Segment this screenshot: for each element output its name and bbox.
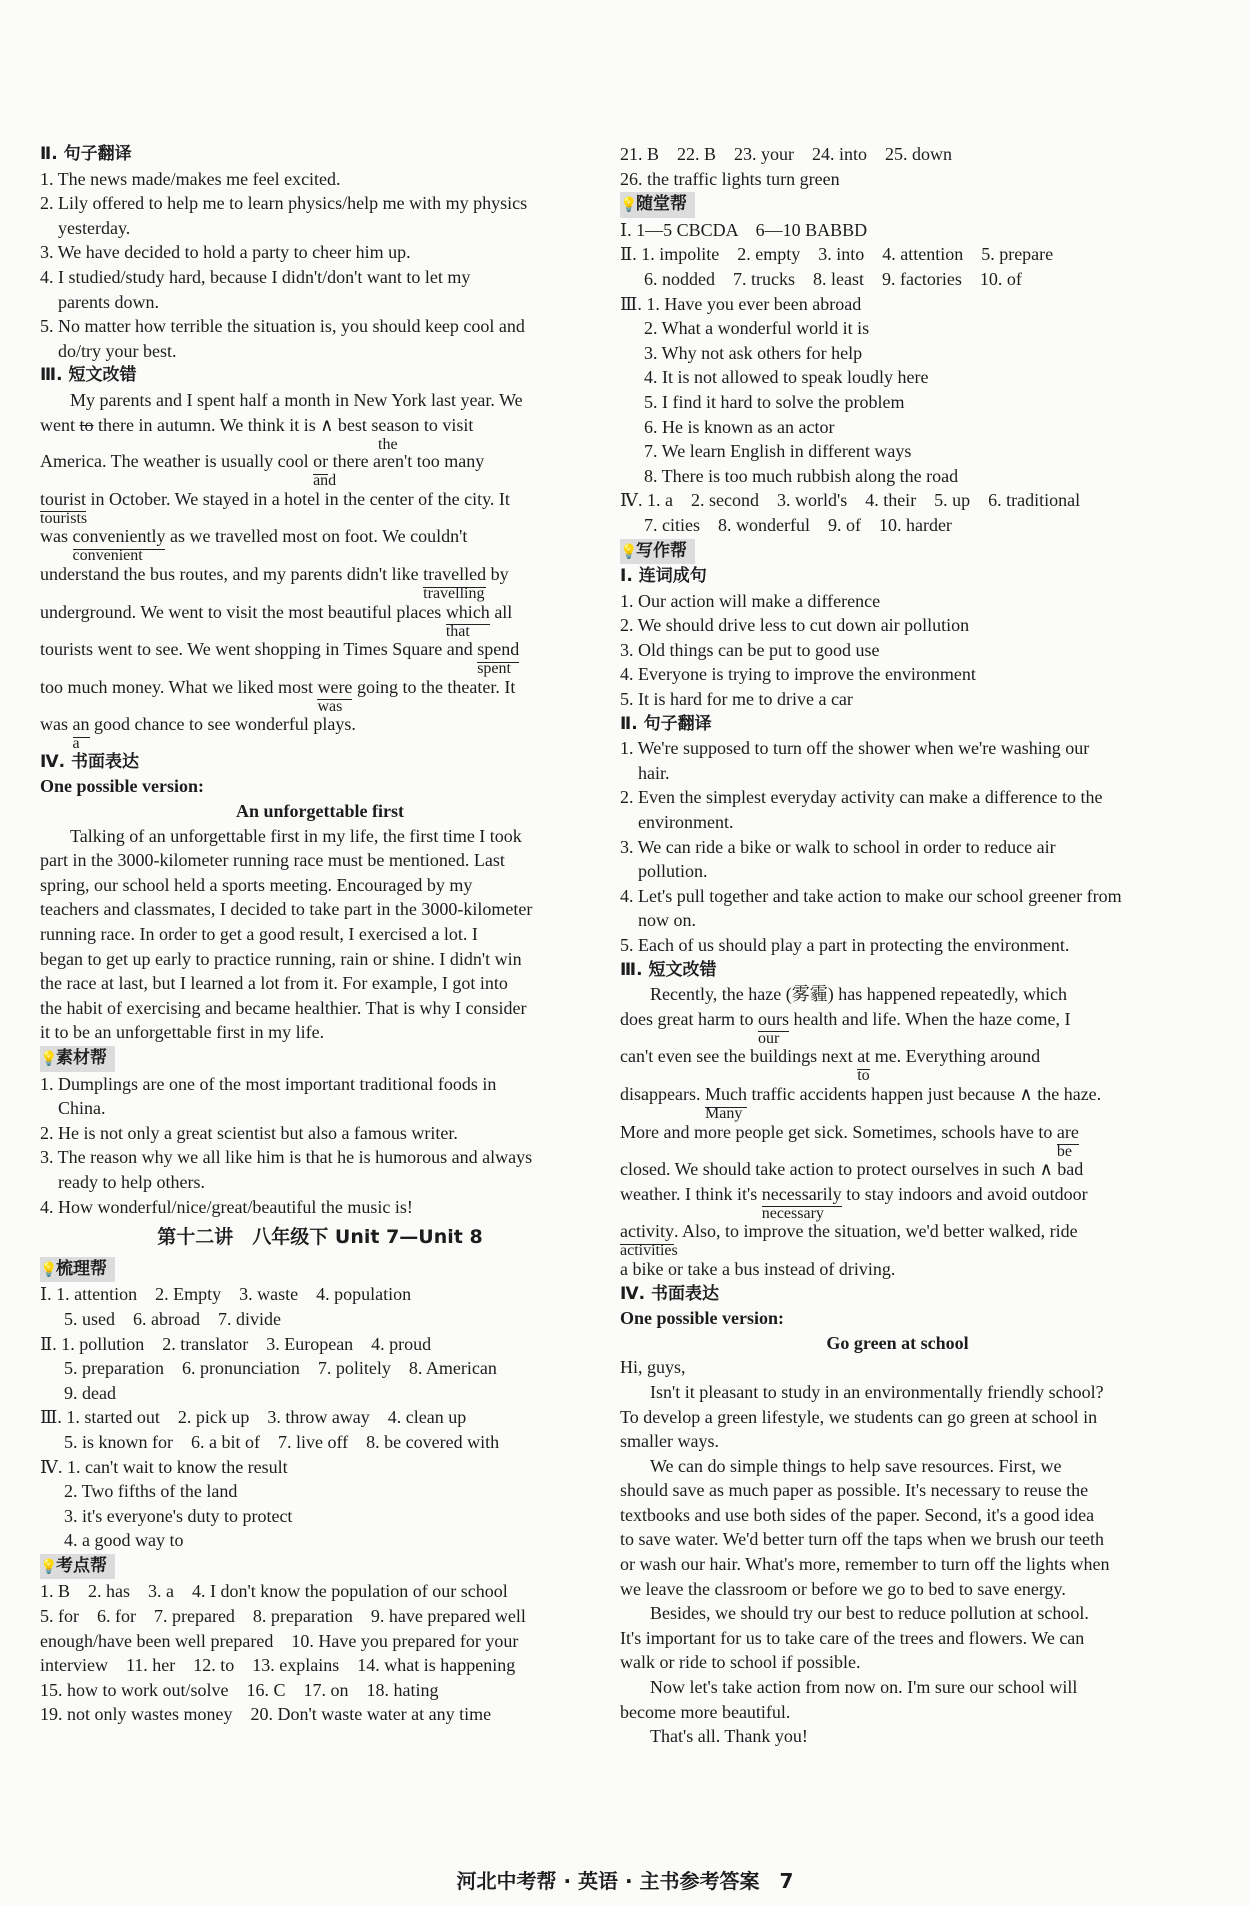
wrong-word xyxy=(313,449,337,490)
line: 4. Everyone is trying to improve the environment xyxy=(620,664,976,685)
line: It's important for us to take care of the trees and flowers. We can xyxy=(620,1627,1085,1648)
line: 5. is known for 6. a bit of 7. live off 8. be covered with xyxy=(64,1431,500,1452)
line: 2. Even the simplest everyday activity can make a difference to the xyxy=(620,787,1103,808)
line: Ⅱ. 1. pollution 2. translator 3. European 4. proud xyxy=(40,1333,432,1354)
translation-list xyxy=(620,736,1175,957)
line: 3. The reason why we all like him is that he is humorous and always xyxy=(40,1147,533,1168)
correction: that xyxy=(445,622,470,640)
line: 3. We can ride a bike or walk to school in order to reduce air xyxy=(620,836,1056,857)
line: Isn't it pleasant to study in an environmentally friendly school? xyxy=(650,1381,1104,1402)
line: 5. preparation 6. pronunciation 7. politely 8. American xyxy=(64,1358,497,1379)
wrong-text: at xyxy=(857,1046,871,1067)
line: 6. He is known as an actor xyxy=(644,416,835,437)
essay-title: Go green at school xyxy=(826,1332,969,1353)
line: Ⅲ. 1. Have you ever been abroad xyxy=(620,293,862,314)
line: hair. xyxy=(638,762,670,783)
wrong-text: ours xyxy=(757,1008,789,1029)
line xyxy=(40,449,600,490)
text: does great harm to xyxy=(620,1008,758,1029)
text: there aren't too many xyxy=(328,451,485,472)
line xyxy=(40,562,600,602)
bar-label: 考点帮 xyxy=(56,1555,107,1576)
line xyxy=(620,1007,1175,1047)
text: disappears. xyxy=(620,1083,705,1104)
line: ready to help others. xyxy=(58,1171,205,1192)
line: 19. not only wastes money 20. Don't waste water at any time xyxy=(40,1704,492,1725)
line: 2. Two fifths of the land xyxy=(64,1481,238,1502)
sentence-list xyxy=(620,589,1175,712)
line xyxy=(40,637,600,678)
lightbulb-icon: 💡 xyxy=(40,1051,58,1067)
line xyxy=(40,388,600,413)
line: 4. a good way to xyxy=(64,1530,184,1551)
deleted-word: to xyxy=(79,414,94,435)
line: yesterday. xyxy=(58,217,131,238)
line xyxy=(620,1257,1175,1282)
line: Besides, we should try our best to reduce pollution at school. xyxy=(650,1603,1089,1624)
line xyxy=(40,600,600,640)
text: was xyxy=(40,714,73,735)
correction: tourists xyxy=(40,509,88,527)
line: 21. B 22. B 23. your 24. into 25. down xyxy=(620,144,953,164)
right-column xyxy=(620,142,1175,1749)
wrong-text: activity xyxy=(620,1221,674,1242)
classroom-list xyxy=(620,218,1175,538)
line: 1. The news made/makes me feel excited. xyxy=(40,168,341,189)
line xyxy=(620,982,1175,1007)
line: 6. nodded 7. trucks 8. least 9. factories 10. of xyxy=(644,268,1022,289)
line: 4. It is not allowed to speak loudly here xyxy=(644,367,929,388)
section-title: Ⅲ. 短文改错 xyxy=(620,959,717,980)
line: China. xyxy=(58,1098,106,1119)
line: should save as much paper as possible. It's necessary to reuse the xyxy=(620,1480,1089,1501)
line: 3. We have decided to hold a party to cheer him up. xyxy=(40,242,411,263)
line: walk or ride to school if possible. xyxy=(620,1652,861,1673)
section-title: Ⅰ. 连词成句 xyxy=(620,566,707,587)
review-list xyxy=(40,1282,600,1553)
wrong-text: or xyxy=(313,451,329,472)
version-label: One possible version: xyxy=(620,1308,785,1329)
section-title: Ⅳ. 书面表达 xyxy=(620,1283,720,1304)
line: it to be an unforgettable first in my life. xyxy=(40,1022,325,1043)
line: textbooks and use both sides of the paper. Second, it's a good idea xyxy=(620,1504,1095,1525)
wrong-text: which xyxy=(445,601,490,622)
line: pollution. xyxy=(638,861,708,882)
text: going to the theater. It xyxy=(352,676,516,697)
bar-label: 梳理帮 xyxy=(56,1258,107,1279)
line: 8. There is too much rubbish along the road xyxy=(644,465,959,486)
line: Ⅳ. 1. a 2. second 3. world's 4. their 5. up 6. traditional xyxy=(620,490,1081,511)
line: 1. Our action will make a difference xyxy=(620,590,881,611)
wrong-word xyxy=(72,524,166,565)
line: we leave the classroom or before we go to bed to save energy. xyxy=(620,1578,1066,1599)
wrong-text: necessarily xyxy=(761,1183,842,1204)
line xyxy=(620,1082,1175,1122)
wrong-word xyxy=(40,487,88,527)
essay xyxy=(40,824,600,1045)
key-points-list xyxy=(40,1579,600,1727)
line: 1. We're supposed to turn off the shower when we're washing our xyxy=(620,738,1090,759)
line: to save water. We'd better turn off the taps when we brush our teeth xyxy=(620,1529,1104,1550)
line: Ⅳ. 1. can't wait to know the result xyxy=(40,1456,288,1477)
line: To develop a green lifestyle, we students can go green at school in xyxy=(620,1406,1098,1427)
wrong-word xyxy=(761,1182,842,1222)
material-list xyxy=(40,1072,600,1220)
text: there in autumn. We think it is ∧ best season to visit xyxy=(93,414,474,435)
bar-label: 写作帮 xyxy=(636,540,687,561)
line: 2. We should drive less to cut down air pollution xyxy=(620,615,970,636)
correction: our xyxy=(757,1029,780,1047)
line: Ⅱ. 1. impolite 2. empty 3. into 4. attention 5. prepare xyxy=(620,244,1054,265)
wrong-word xyxy=(445,600,490,640)
line: part in the 3000-kilometer running race must be mentioned. Last xyxy=(40,850,505,871)
line: Ⅰ. 1. attention 2. Empty 3. waste 4. population xyxy=(40,1284,412,1305)
line: 1. B 2. has 3. a 4. I don't know the population of our school xyxy=(40,1581,508,1602)
line: began to get up early to practice running, rain or shine. I didn't win xyxy=(40,948,522,969)
text: America. The weather is usually cool xyxy=(40,451,314,472)
line xyxy=(40,675,600,715)
wrong-word xyxy=(620,1219,678,1260)
line: spring, our school held a sports meeting. Encouraged by my xyxy=(40,874,473,895)
line: That's all. Thank you! xyxy=(650,1726,808,1747)
error-correction-passage xyxy=(40,388,600,753)
text: weather. I think it's xyxy=(620,1183,762,1204)
insert-caret: the xyxy=(378,435,398,453)
section-bar xyxy=(40,1257,115,1283)
line: 7. cities 8. wonderful 9. of 10. harder xyxy=(644,514,952,535)
line: 26. the traffic lights turn green xyxy=(620,168,840,189)
line: running race. In order to get a good result, I exercised a lot. I xyxy=(40,924,478,945)
wrong-text: Much xyxy=(704,1083,747,1104)
version-label: One possible version: xyxy=(40,776,205,797)
section-bar xyxy=(620,192,695,218)
line: teachers and classmates, I decided to take part in the 3000-kilometer xyxy=(40,899,533,920)
text: by xyxy=(486,563,509,584)
wrong-text: conveniently xyxy=(72,526,166,547)
correction: Many xyxy=(704,1104,743,1122)
wrong-text: travelled xyxy=(423,563,487,584)
line: 5. It is hard for me to drive a car xyxy=(620,689,853,710)
text: closed. We should take action to protect ourselves in such ∧ bad xyxy=(620,1159,1084,1180)
line: 5. Each of us should play a part in protecting the environment. xyxy=(620,935,1070,955)
wrong-word xyxy=(477,637,520,678)
line: 4. Let's pull together and take action to make our school greener from xyxy=(620,885,1122,906)
section-bar xyxy=(620,539,695,565)
correction: to xyxy=(857,1067,870,1085)
wrong-text: were xyxy=(317,676,353,697)
line: the habit of exercising and became healthier. That is why I consider xyxy=(40,997,527,1018)
line: 5. No matter how terrible the situation is, you should keep cool and xyxy=(40,316,525,337)
text: all xyxy=(489,601,513,622)
line xyxy=(620,1120,1175,1160)
line: now on. xyxy=(638,910,696,931)
text: health and life. When the haze come, I xyxy=(788,1008,1071,1029)
wrong-word xyxy=(72,712,90,753)
correction: convenient xyxy=(72,547,143,565)
section-title: Ⅲ. 短文改错 xyxy=(40,365,137,386)
line xyxy=(620,1219,1175,1260)
wrong-text: tourist xyxy=(40,488,87,509)
text: underground. We went to visit the most beautiful places xyxy=(40,601,446,622)
text: went xyxy=(40,414,80,435)
section-bar xyxy=(40,1554,115,1580)
text: Recently, the haze (雾霾) has happened repeatedly, which xyxy=(650,984,1067,1005)
correction: a xyxy=(72,735,80,753)
bar-label: 随堂帮 xyxy=(636,194,687,215)
text: can't even see the buildings next xyxy=(620,1046,858,1067)
text: More and more people get sick. Sometimes, schools have to xyxy=(620,1121,1057,1142)
essay xyxy=(620,1355,1175,1749)
line: or wash our hair. What's more, remember to turn off the lights when xyxy=(620,1554,1110,1575)
lecture-title: 第十二讲 八年级下 Unit 7—Unit 8 xyxy=(157,1226,483,1249)
lightbulb-icon: 💡 xyxy=(40,1558,58,1575)
section-title: Ⅱ. 句子翻译 xyxy=(40,144,132,164)
wrong-word xyxy=(1056,1120,1079,1160)
text: was xyxy=(40,526,73,547)
line: 4. I studied/study hard, because I didn't/don't want to let my xyxy=(40,266,471,287)
text: as we travelled most on foot. We couldn't xyxy=(165,526,468,547)
line: interview 11. her 12. to 13. explains 14. what is happening xyxy=(40,1655,516,1676)
line: do/try your best. xyxy=(58,340,177,361)
line: We can do simple things to help save resources. First, we xyxy=(650,1455,1062,1476)
text: a bike or take a bus instead of driving. xyxy=(620,1258,896,1279)
correction: spent xyxy=(477,660,511,678)
line: 2. He is not only a great scientist but also a famous writer. xyxy=(40,1122,458,1143)
line: 1. Dumplings are one of the most important traditional foods in xyxy=(40,1073,497,1094)
section-bar xyxy=(40,1046,115,1072)
correction: travelling xyxy=(423,584,485,602)
line xyxy=(620,1182,1175,1222)
line: 2. Lily offered to help me to learn physics/help me with my physics xyxy=(40,193,528,214)
page-footer: 河北中考帮 · 英语 · 主书参考答案 7 xyxy=(456,1869,794,1893)
lightbulb-icon: 💡 xyxy=(620,197,638,214)
correction: was xyxy=(317,697,343,715)
correction: be xyxy=(1056,1142,1073,1160)
translation-list xyxy=(40,167,600,364)
line xyxy=(40,413,600,453)
line: 5. used 6. abroad 7. divide xyxy=(64,1308,281,1329)
line xyxy=(620,1157,1175,1182)
line: Ⅲ. 1. started out 2. pick up 3. throw away 4. clean up xyxy=(40,1407,467,1428)
text: tourists went to see. We went shopping in Times Square and xyxy=(40,639,478,660)
text: My parents and I spent half a month in New York last year. We xyxy=(70,389,523,410)
essay-title: An unforgettable first xyxy=(236,801,404,822)
wrong-text: an xyxy=(72,714,90,735)
line: 5. I find it hard to solve the problem xyxy=(644,391,905,412)
wrong-word xyxy=(857,1044,871,1085)
text: . Also, to improve the situation, we'd better walked, ride xyxy=(673,1221,1078,1242)
left-column xyxy=(40,142,600,1727)
line: environment. xyxy=(638,812,734,833)
line xyxy=(620,1044,1175,1085)
line: become more beautiful. xyxy=(620,1701,791,1722)
line: 2. What a wonderful world it is xyxy=(644,318,870,339)
line xyxy=(40,487,600,527)
line: Talking of an unforgettable first in my life, the first time I took xyxy=(70,825,522,846)
correction: necessary xyxy=(761,1204,824,1222)
section-title: Ⅳ. 书面表达 xyxy=(40,751,140,772)
line: smaller ways. xyxy=(620,1431,719,1452)
lightbulb-icon: 💡 xyxy=(40,1261,58,1278)
line xyxy=(40,524,600,565)
line: Ⅰ. 1—5 CBCDA 6—10 BABBD xyxy=(620,219,868,240)
text: in October. We stayed in a hotel in the center of the city. It xyxy=(86,488,510,509)
bar-label: 素材帮 xyxy=(56,1048,107,1068)
line xyxy=(40,712,600,753)
wrong-text: are xyxy=(1056,1121,1079,1142)
line: 15. how to work out/solve 16. C 17. on 18. hating xyxy=(40,1679,439,1700)
line: 3. Old things can be put to good use xyxy=(620,639,880,660)
text: me. Everything around xyxy=(870,1046,1041,1067)
wrong-text: spend xyxy=(477,639,520,660)
line: 5. for 6. for 7. prepared 8. preparation 9. have prepared well xyxy=(40,1606,526,1627)
line: enough/have been well prepared 10. Have you prepared for your xyxy=(40,1630,519,1651)
text: to stay indoors and avoid outdoor xyxy=(841,1183,1088,1204)
line: 7. We learn English in different ways xyxy=(644,441,912,462)
line: the race at last, but I learned a lot from it. For example, I got into xyxy=(40,973,508,994)
wrong-word xyxy=(423,562,487,602)
line: Hi, guys, xyxy=(620,1357,686,1378)
line: 4. How wonderful/nice/great/beautiful the music is! xyxy=(40,1196,413,1217)
text: good chance to see wonderful plays. xyxy=(89,714,356,735)
section-title: Ⅱ. 句子翻译 xyxy=(620,713,712,734)
error-correction-passage xyxy=(620,982,1175,1281)
text: understand the bus routes, and my parents didn't like xyxy=(40,563,424,584)
line: Now let's take action from now on. I'm sure our school will xyxy=(650,1677,1078,1698)
text: traffic accidents happen just because ∧ the haze. xyxy=(746,1083,1102,1104)
wrong-word xyxy=(317,675,353,715)
line: 9. dead xyxy=(64,1382,116,1403)
lightbulb-icon: 💡 xyxy=(620,543,638,560)
line: parents down. xyxy=(58,291,159,312)
correction: and xyxy=(313,472,337,490)
line: 3. it's everyone's duty to protect xyxy=(64,1505,293,1526)
wrong-word xyxy=(757,1007,789,1047)
correction: activities xyxy=(620,1242,678,1260)
text: too much money. What we liked most xyxy=(40,676,318,697)
wrong-word xyxy=(704,1082,747,1122)
line: 3. Why not ask others for help xyxy=(644,342,863,363)
